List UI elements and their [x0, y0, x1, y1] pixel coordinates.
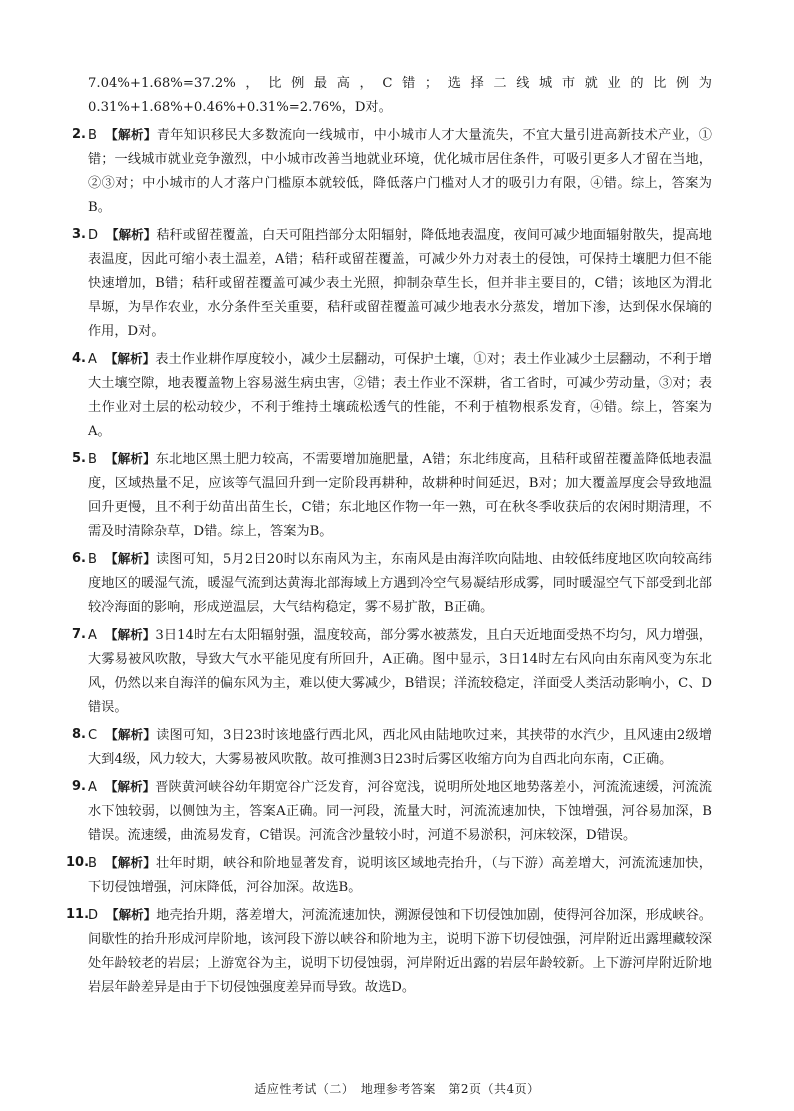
analysis-text: 3日14时左右太阳辐射强，温度较高，部分雾水被蒸发，且白天近地面受热不均匀，风力增强，大雾易被风吹散，导致大气水平能见度有所回升，A正确。图中显示，3日14时左右风向由东南风变为东北风，仍然以来自海洋的偏东风为主，难以使大雾减少，B错误；洋流较稳定，洋面受人类活动影响小，C、D错误。 [88, 628, 712, 715]
answer-item-3 [72, 223, 712, 344]
answer-item-7 [72, 623, 712, 720]
answer-item-6 [72, 547, 712, 620]
item-number: 9. [72, 779, 86, 794]
answer-item-8 [72, 723, 712, 772]
item-number: 7. [72, 627, 86, 642]
answer-item-11 [66, 903, 712, 1000]
answer-letter: A [88, 352, 97, 367]
answer-item-5 [72, 447, 712, 544]
analysis-text: 地壳抬升期，落差增大，河流流速加快，溯源侵蚀和下切侵蚀加剧，使得河谷加深，形成峡谷。间歇性的抬升形成河岸阶地，该河段下游以峡谷和阶地为主，说明下游下切侵蚀强，河岸附近出露埋藏较深处年龄较老的岩层；上游宽谷为主，说明下切侵蚀弱，河岸附近出露的岩层年龄较新。上下游河岸附近阶地岩层年龄差异是由于下切侵蚀强度差异而导致。故选D。 [88, 908, 712, 995]
analysis-tag: 【解析】 [106, 227, 157, 242]
analysis-text: 读图可知，5月2日20时以东南风为主，东南风是由海洋吹向陆地、由较低纬度地区吹向较高纬度地区的暖湿气流，暖湿气流到达黄海北部海域上方遇到冷空气易凝结形成雾，同时暖湿空气下部受到北部较冷海面的影响，形成逆温层，大气结构稳定，雾不易扩散，B正确。 [88, 552, 712, 615]
item-number: 10. [66, 855, 90, 870]
analysis-text: 读图可知，3日23时该地盛行西北风，西北风由陆地吹过来，其挟带的水汽少，且风速由2级增大到4级，风力较大，大雾易被风吹散。故可推测3日23时后雾区收缩方向为自西北向东南，C正确。 [88, 728, 712, 767]
answer-letter: A [88, 780, 97, 795]
answer-letter: B [88, 452, 97, 467]
analysis-tag: 【解析】 [106, 907, 157, 922]
answer-content [66, 72, 712, 1003]
analysis-text: 表土作业耕作厚度较小，减少土层翻动，可保护土壤，①对；表土作业减少土层翻动，不利于增大土壤空隙，地表覆盖物上容易滋生病虫害，②错；表土作业不深耕，省工省时，可减少劳动量，③对；表土作业对土层的松动较少，不利于维持土壤疏松透气的性能，不利于植物根系发育，④错。综上，答案为A。 [88, 352, 712, 439]
analysis-text: 壮年时期，峡谷和阶地显著发育，说明该区域地壳抬升，（与下游）高差增大，河流流速加快，下切侵蚀增强，河床降低，河谷加深。故选B。 [88, 856, 712, 895]
answer-item-4 [72, 347, 712, 444]
analysis-text: 东北地区黑土肥力较高，不需要增加施肥量，A错；东北纬度高，且秸秆或留茬覆盖降低地表温度，区域热量不足，应该等气温回升到一定阶段再耕种，故耕种时间延迟，B对；加大覆盖厚度会导致地温回升更慢，且不利于幼苗出苗生长，C错；东北地区作物一年一熟，可在秋冬季收获后的农闲时期清理，不需及时清除杂草，D错。综上，答案为B。 [88, 452, 712, 539]
answer-item-10 [66, 851, 712, 900]
answer-letter: B [88, 128, 97, 143]
analysis-tag: 【解析】 [105, 727, 157, 742]
analysis-tag: 【解析】 [104, 627, 156, 642]
answer-letter: D [88, 908, 99, 923]
answer-letter: C [88, 728, 98, 743]
analysis-text: 秸秆或留茬覆盖，白天可阻挡部分太阳辐射，降低地表温度，夜间可减少地面辐射散失，提高地表温度，因此可缩小表土温差，A错；秸秆或留茬覆盖，可减少外力对表土的侵蚀，可保持土壤肥力但不能快速增加，B错；秸秆或留茬覆盖可减少表土光照，抑制杂草生长，但并非主要目的，C错；该地区为渭北旱塬，为旱作农业，水分条件至关重要，秸秆或留茬覆盖可减少地表水分蒸发，增加下渗，达到保水保墒的作用，D对。 [88, 228, 712, 339]
analysis-text: 青年知识移民大多数流向一线城市，中小城市人才大量流失，不宜大量引进高新技术产业，①错；一线城市就业竞争激烈，中小城市改善当地就业环境，优化城市居住条件，可吸引更多人才留在当地，②③对；中小城市的人才落户门槛原本就较低，降低落户门槛对人才的吸引力有限，④错。综上，答案为B。 [88, 128, 712, 215]
item-number: 6. [72, 551, 86, 566]
item-number: 8. [72, 727, 86, 742]
answer-item-9 [72, 775, 712, 848]
page-footer: 适应性考试（二） 地理参考答案 第2页（共4页） [254, 1082, 540, 1096]
analysis-tag: 【解析】 [104, 551, 156, 566]
answer-letter: B [88, 856, 97, 871]
item-number: 2. [72, 127, 86, 142]
answer-item-2 [72, 123, 712, 220]
item-number: 11. [66, 907, 90, 922]
analysis-tag: 【解析】 [104, 127, 157, 142]
item-1-continuation: 7.04%+1.68%=37.2%，比例最高，C错；选择二线城市就业的比例为0.31%+1.68%+0.46%+0.31%=2.76%，D对。 [88, 76, 712, 115]
analysis-tag: 【解析】 [104, 779, 156, 794]
item-number: 3. [72, 227, 86, 242]
analysis-tag: 【解析】 [104, 855, 156, 870]
item-number: 4. [72, 351, 86, 366]
analysis-text: 晋陕黄河峡谷幼年期宽谷广泛发育，河谷宽浅，说明所处地区地势落差小，河流流速缓，河流流水下蚀较弱，以侧蚀为主，答案A正确。同一河段，流量大时，河流流速加快，下蚀增强，河谷易加深，B错误。流速缓，曲流易发育，C错误。河流含沙量较小时，河道不易淤积，河床较深，D错误。 [88, 780, 712, 843]
answer-letter: A [88, 628, 97, 643]
item-number: 5. [72, 451, 86, 466]
analysis-tag: 【解析】 [104, 451, 156, 466]
answer-letter: B [88, 552, 97, 567]
answer-letter: D [88, 228, 99, 243]
analysis-tag: 【解析】 [104, 351, 156, 366]
